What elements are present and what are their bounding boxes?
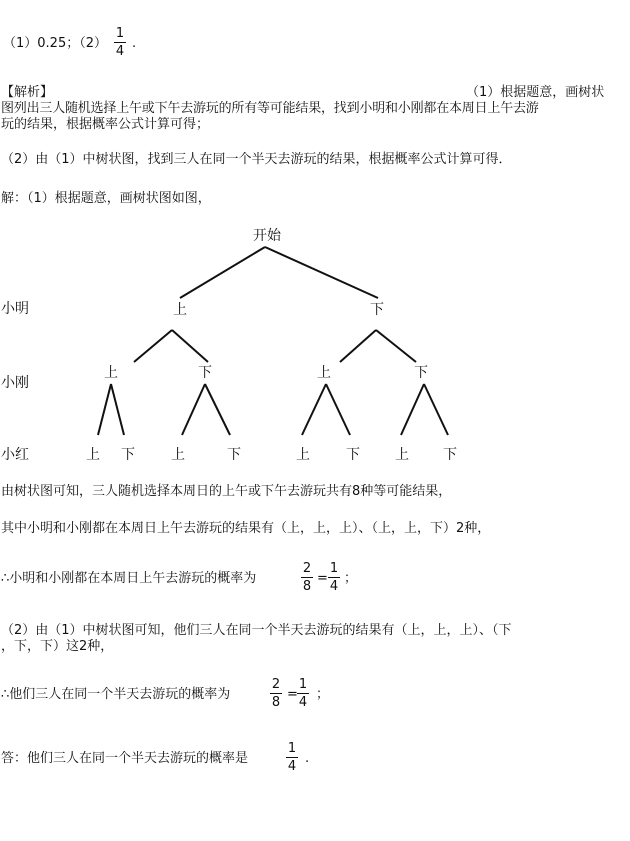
fraction-numerator: 2 (271, 677, 281, 692)
final-answer-fraction (286, 741, 298, 774)
answer-end: . (132, 36, 137, 51)
final-answer-end: . (305, 751, 310, 766)
fraction-numerator: 1 (298, 677, 308, 692)
tree-l2-node: 下 (414, 365, 428, 381)
tree-l3-node: 下 (227, 447, 241, 463)
fraction-numerator: 1 (329, 561, 339, 576)
branch-l2b-l3d (205, 384, 230, 435)
row-label-xiaohong: 小红 (1, 447, 29, 463)
fraction-numerator: 1 (287, 741, 297, 756)
branch-l2d-l3h (424, 384, 448, 435)
tree-l1-node: 下 (370, 302, 384, 318)
prob1-fraction-a (301, 561, 313, 594)
row-label-xiaogang: 小刚 (1, 375, 29, 391)
part2-line1: （2）由（1）中树状图可知，他们三人在同一个半天去游玩的结果有（上，上，上）、（下 (1, 623, 512, 638)
analysis-line1-right: （1）根据题意，画树状 (466, 85, 605, 100)
final-answer-text: 答：他们三人在同一个半天去游玩的概率是 (1, 751, 249, 766)
branch-l2c-l3e (302, 384, 326, 435)
tree-l2-node: 上 (104, 365, 118, 381)
branch-l1b-l2d (376, 330, 416, 362)
prob2-text: ∴他们三人在同一个半天去游玩的概率为 (1, 687, 231, 702)
branch-l2a-l3b (111, 384, 124, 435)
fraction-bar (270, 693, 282, 694)
branch-l2c-l3f (326, 384, 350, 435)
part2-line2: ，下，下）这2种， (1, 639, 114, 654)
solution-intro: 解：（1）根据题意，画树状图如图， (1, 191, 211, 206)
branch-l1a-l2a (134, 330, 172, 362)
fraction-denominator: 8 (302, 579, 312, 594)
fraction-numerator: 2 (302, 561, 312, 576)
branch-root-left (180, 247, 265, 298)
branch-l2b-l3c (182, 384, 205, 435)
tree-l3-node: 上 (296, 447, 310, 463)
tree-l3-node: 上 (395, 447, 409, 463)
fraction-denominator: 4 (115, 44, 125, 59)
branch-l1b-l2c (340, 330, 376, 362)
solution-among: 其中小明和小刚都在本周日上午去游玩的结果有（上，上，上）、（上，上，下）2种， (1, 521, 491, 536)
branch-l2a-l3a (98, 384, 111, 435)
tree-root: 开始 (253, 228, 281, 244)
prob1-text: ∴小明和小刚都在本周日上午去游玩的概率为 (1, 571, 257, 586)
prob1-fraction-b (328, 561, 340, 594)
prob2-fraction-a (270, 677, 282, 710)
branch-l2d-l3g (401, 384, 424, 435)
fraction-denominator: 4 (298, 695, 308, 710)
fraction-bar (328, 577, 340, 578)
tree-l3-node: 下 (443, 447, 457, 463)
tree-l3-node: 上 (171, 447, 185, 463)
tree-branches (98, 247, 448, 435)
tree-l3-node: 上 (86, 447, 100, 463)
analysis-tag: 【解析】 (1, 85, 54, 100)
fraction-bar (297, 693, 309, 694)
prob1-eq: = (317, 571, 328, 586)
solution-total: 由树状图可知，三人随机选择本周日的上午或下午去游玩共有8种等可能结果， (1, 484, 452, 499)
fraction-denominator: 4 (287, 759, 297, 774)
tree-l2-node: 下 (198, 365, 212, 381)
prob1-end: ； (344, 571, 358, 586)
tree-l1-node: 上 (173, 302, 187, 318)
fraction-bar (301, 577, 313, 578)
branch-l1a-l2b (172, 330, 208, 362)
tree-l2-node: 上 (317, 365, 331, 381)
tree-l3-node: 下 (121, 447, 135, 463)
fraction-bar (286, 757, 298, 758)
tree-l3-node: 下 (346, 447, 360, 463)
row-label-xiaoming: 小明 (1, 301, 29, 317)
fraction-denominator: 8 (271, 695, 281, 710)
analysis-line2: 图列出三人随机选择上午或下午去游玩的所有等可能结果，找到小明和小刚都在本周日上午去游 (1, 101, 539, 116)
prob2-eq: = (287, 687, 298, 702)
analysis-part2: （2）由（1）中树状图，找到三人在同一个半天去游玩的结果，根据概率公式计算可得． (1, 152, 512, 167)
fraction-denominator: 4 (329, 579, 339, 594)
prob2-fraction-b (297, 677, 309, 710)
analysis-line3: 玩的结果，根据概率公式计算可得； (1, 117, 210, 132)
prob2-end: ； (316, 687, 330, 702)
fraction-numerator: 1 (115, 26, 125, 41)
branch-root-right (265, 247, 378, 298)
answer-part1: （1）0.25；（2） (3, 36, 107, 51)
